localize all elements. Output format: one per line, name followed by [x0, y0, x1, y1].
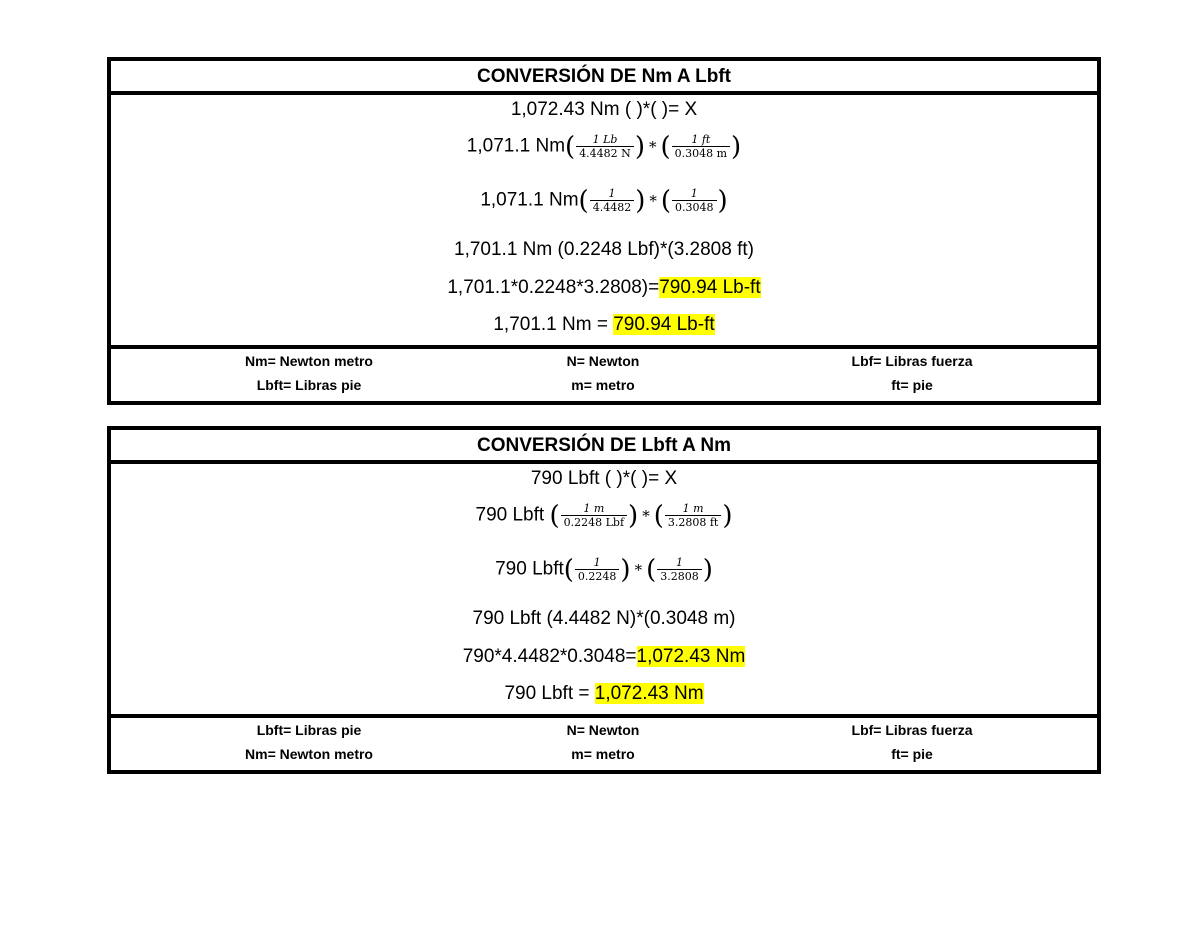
- factor-line: 790 Lbft (4.4482 N)*(0.3048 m): [472, 608, 736, 629]
- legend-item: Lbft= Libras pie: [256, 377, 362, 393]
- result-text: 790 Lbft =: [504, 683, 595, 704]
- multiplication-text: 1,701.1*0.2248*3.2808)=: [447, 277, 660, 298]
- legend-item: Lbf= Libras fuerza: [851, 353, 973, 369]
- legend: [111, 718, 1097, 766]
- fraction-numerator: 1: [593, 556, 601, 569]
- table-body: [111, 464, 1097, 718]
- legend-item: Lbf= Libras fuerza: [851, 722, 973, 738]
- fraction-denominator: 3.2808 ft: [665, 515, 721, 529]
- fraction-m-per-lbf: [561, 502, 627, 529]
- legend-item: N= Newton: [566, 722, 640, 738]
- equation-prefix: 1,071.1 Nm: [466, 135, 566, 157]
- fraction-numerator: 1 Lb: [592, 133, 618, 146]
- fraction-equation-numbers: 790 Lbft( $\frac{1}{0.2248}$ ) * ( $\frac{1}{3.2808}$ ): [495, 554, 713, 585]
- multiplication-text: 790*4.4482*0.3048=: [462, 646, 637, 667]
- fraction-numerator: 1: [675, 556, 683, 569]
- fraction-numerator: 1 m: [583, 502, 605, 515]
- fraction-m-per-ft: [665, 502, 721, 529]
- highlighted-result: 790.94 Lb-ft: [659, 277, 761, 298]
- conversion-table-lbft-to-nm: [107, 426, 1101, 774]
- fraction-1-over-0-2248: [575, 556, 620, 583]
- legend-item: m= metro: [571, 746, 635, 762]
- result-text: 1,701.1 Nm =: [493, 314, 614, 335]
- result-line: [111, 683, 1097, 705]
- legend-item: Nm= Newton metro: [245, 746, 373, 762]
- setup-line: 1,072.43 Nm ( )*( )= X: [510, 99, 698, 120]
- fraction-1-over-4-4482: [590, 187, 635, 214]
- multiplication-line: [111, 277, 1097, 299]
- fraction-numerator: 1: [608, 187, 616, 200]
- legend-item: m= metro: [571, 377, 635, 393]
- fraction-numerator: 1: [690, 187, 698, 200]
- equation-prefix: 790 Lbft: [495, 558, 564, 580]
- fraction-denominator: 0.3048 m: [672, 146, 730, 160]
- fraction-denominator: 4.4482: [590, 200, 635, 214]
- legend-item: Lbft= Libras pie: [256, 722, 362, 738]
- conversion-table-nm-to-lbft: [107, 57, 1101, 405]
- fraction-numerator: 1 m: [682, 502, 704, 515]
- result-line: [111, 314, 1097, 336]
- fraction-numerator: 1 ft: [691, 133, 711, 146]
- highlighted-result: 790.94 Lb-ft: [613, 314, 715, 335]
- fraction-denominator: 0.3048: [672, 200, 717, 214]
- legend-item: ft= pie: [891, 746, 933, 762]
- fraction-denominator: 4.4482 N: [576, 146, 634, 160]
- legend-item: ft= pie: [891, 377, 933, 393]
- equation-prefix: 1,071.1 Nm: [480, 189, 579, 211]
- table-title: CONVERSIÓN DE Lbft A Nm: [111, 430, 1097, 464]
- fraction-1-over-3-2808: [657, 556, 702, 583]
- fraction-denominator: 0.2248: [575, 569, 620, 583]
- multiplication-line: [111, 646, 1097, 668]
- fraction-equation-units: 1,071.1 Nm( $\frac{1 Lb}{4.4482 N}$ ) * ( $\frac{1 ft}{0.3048 m}$ ): [466, 131, 742, 162]
- setup-line: 790 Lbft ( )*( )= X: [530, 468, 678, 489]
- factor-line: 1,701.1 Nm (0.2248 Lbf)*(3.2808 ft): [454, 239, 754, 260]
- fraction-denominator: 0.2248 Lbf: [561, 515, 627, 529]
- legend-item: Nm= Newton metro: [245, 353, 373, 369]
- legend: [111, 349, 1097, 397]
- fraction-1-over-0-3048: [672, 187, 717, 214]
- fraction-ft-per-m: [672, 133, 730, 160]
- highlighted-result: 1,072.43 Nm: [594, 683, 704, 704]
- legend-item: N= Newton: [566, 353, 640, 369]
- fraction-equation-units: 790 Lbft ( $\frac{1 m}{\text{0.2248 Lbf}}$ ) * ( $\frac{1 m}{3.2808 ft}$ ): [475, 500, 733, 531]
- highlighted-result: 1,072.43 Nm: [636, 646, 746, 667]
- fraction-denominator: 3.2808: [657, 569, 702, 583]
- table-body: [111, 95, 1097, 349]
- table-title: CONVERSIÓN DE Nm A Lbft: [111, 61, 1097, 95]
- fraction-equation-numbers: 1,071.1 Nm( $\frac{1}{4.4482}$ ) * ( $\frac{1}{0.3048}$ ): [480, 185, 728, 216]
- equation-prefix: 790 Lbft: [475, 504, 550, 526]
- fraction-lb-per-n: [576, 133, 634, 160]
